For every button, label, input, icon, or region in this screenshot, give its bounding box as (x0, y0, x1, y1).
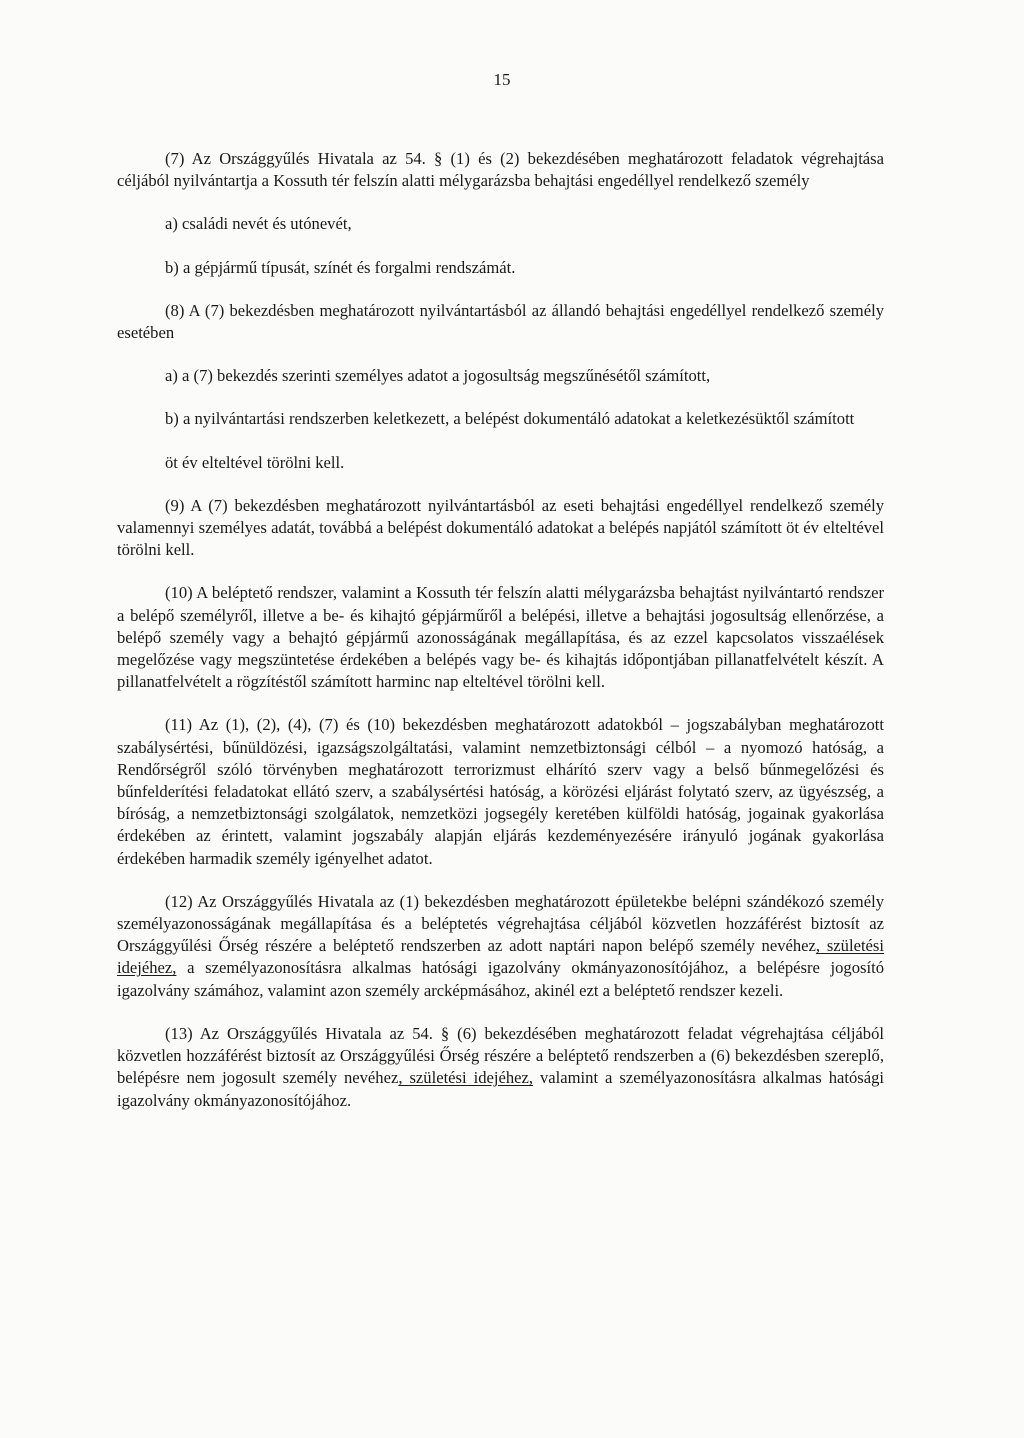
paragraph-10: (10) A beléptető rendszer, valamint a Kossuth tér felszín alatti mélygarázsba behajtást nyilvántartó rendszer a belépő személyről, illetve a be- és kihajtó gépjárműről a belépési, illetve a behajtási jogosultság ellenőrzése, a belépő személy vagy a behajtó gépjármű azonosságának megállapítása, és az ezzel kapcsolatos visszaélések megelőzése vagy megszüntetése érdekében a belépés vagy be- és kihajtás időpontjában pillanatfelvételt készít. A pillanatfelvételt a rögzítéstől számított harminc nap elteltével törölni kell. (117, 583, 884, 692)
paragraph-13 (117, 1023, 884, 1112)
document-body (117, 148, 884, 1112)
paragraph-8-item-a: a) a (7) bekezdés szerinti személyes adatot a jogosultság megszűnésétől számított, (165, 366, 711, 386)
paragraph-8-closing: öt év elteltével törölni kell. (165, 452, 345, 472)
paragraph-12-amendment: , születési idejéhez, (117, 936, 884, 978)
paragraph-7-item-b: b) a gépjármű típusát, színét és forgalmi rendszámát. (165, 257, 516, 277)
paragraph-13-text-end: valamint a személyazonosításra alkalmas hatósági igazolvány okmányazonosítójához. (117, 1068, 884, 1110)
paragraph-8-item-b: b) a nyilvántartási rendszerben keletkezett, a belépést dokumentáló adatokat a keletkezésüktől számított (165, 409, 855, 429)
paragraph-9: (9) A (7) bekezdésben meghatározott nyilvántartásból az eseti behajtási engedéllyel rendelkező személy valamennyi személyes adatát, továbbá a belépést dokumentáló adatokat a belépés napjától számított öt év elteltével törölni kell. (117, 495, 884, 560)
paragraph-12 (117, 891, 884, 1002)
paragraph-7-item-a: a) családi nevét és utónevét, (165, 214, 352, 234)
paragraph-11: (11) Az (1), (2), (4), (7) és (10) bekezdésben meghatározott adatokból – jogszabályban meghatározott szabálysértési, bűnüldözési, igazságszolgáltatási, valamint nemzetbiztonsági célból – a nyomozó hatóság, a Rendőrségről szóló törvényben meghatározott terrorizmust elhárító szerv vagy a belső bűnmegelőzési és bűnfelderítési feladatokat ellátó szerv, a szabálysértési hatóság, a körözési eljárást folytató szerv, az ügyészség, a bíróság, a nemzetbiztonsági szolgálatok, nemzetközi jogsegély keretében külföldi hatóság, jogainak gyakorlása érdekében az érintett, valamint jogszabály alapján eljárás kezdeményezésére irányuló jogának gyakorlása érdekében harmadik személy igényelhet adatot. (117, 715, 884, 868)
paragraph-12-text-end: a személyazonosításra alkalmas hatósági igazolvány okmányazonosítójához, a belépésre jogosító igazolvány számához, valamint azon személy arcképmásához, akinél ezt a beléptető rendszer kezeli. (117, 958, 884, 1000)
paragraph-8: (8) A (7) bekezdésben meghatározott nyilvántartásból az állandó behajtási engedéllyel rendelkező személy esetében (117, 300, 884, 343)
paragraph-7: (7) Az Országgyűlés Hivatala az 54. § (1) és (2) bekezdésében meghatározott feladatok végrehajtása céljából nyilvántartja a Kossuth tér felszín alatti mélygarázsba behajtási engedéllyel rendelkező személy (117, 149, 884, 191)
paragraph-12-text-start: (12) Az Országgyűlés Hivatala az (1) bekezdésben meghatározott épületekbe belépni szándékozó személy személyazonosságának megállapítása és a beléptetés végrehajtása céljából közvetlen hozzáférést biztosít az Országgyűlési Őrség részére a beléptető rendszerben az adott naptári napon belépő személy nevéhez (117, 891, 884, 956)
paragraph-13-text-start: (13) Az Országgyűlés Hivatala az 54. § (6) bekezdésében meghatározott feladat végrehajtása céljából közvetlen hozzáférést biztosít az Országgyűlési Őrség részére a beléptető rendszerben a (6) bekezdésben szereplő, belépésre nem jogosult személy nevéhez (117, 1023, 884, 1088)
paragraph-13-amendment: , születési idejéhez, (398, 1068, 534, 1088)
page-number: 15 (493, 70, 511, 89)
